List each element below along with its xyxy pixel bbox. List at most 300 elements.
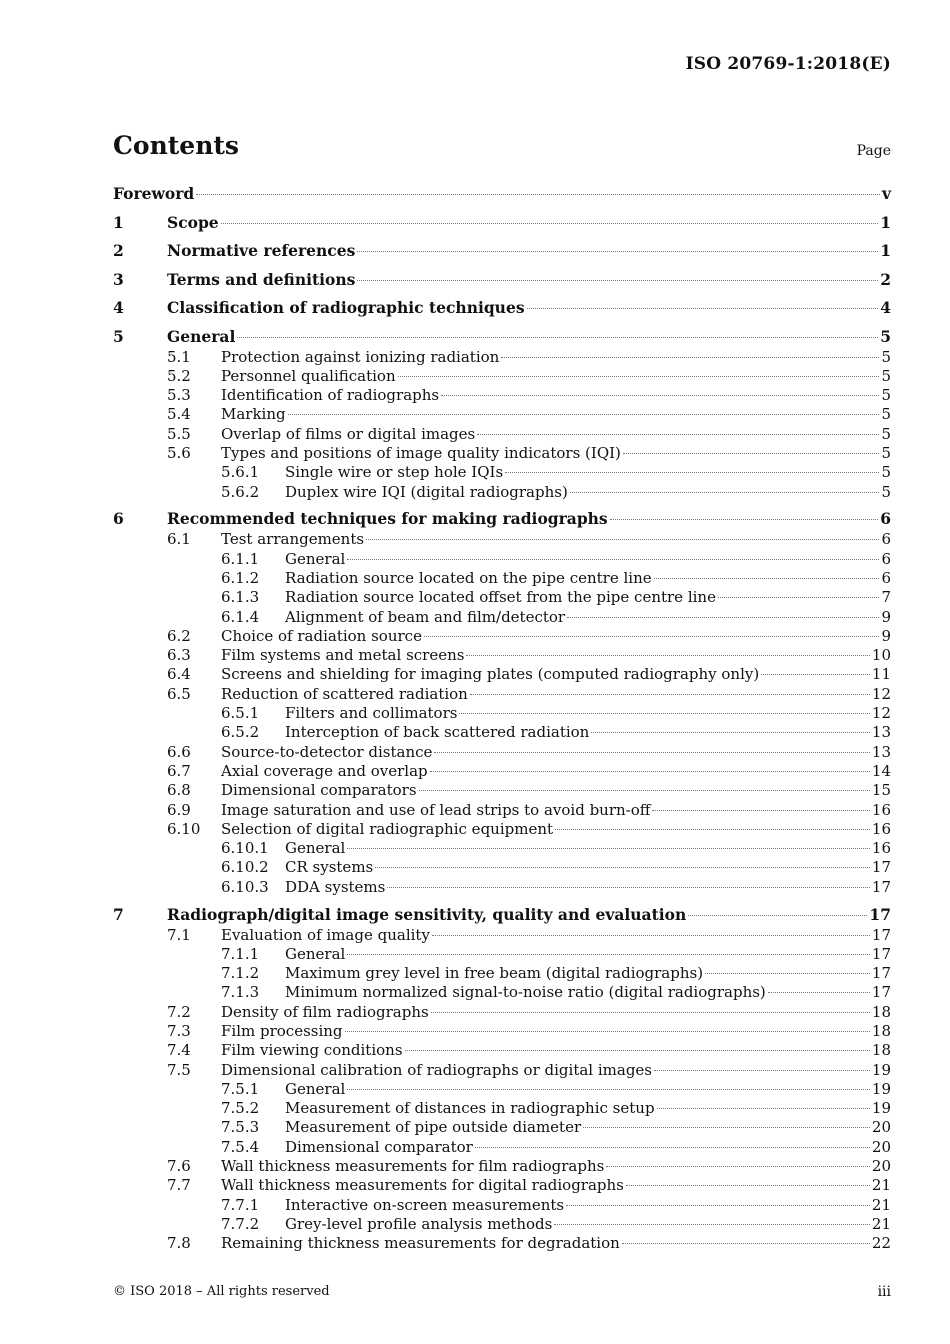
toc-entry-number: 6.7 bbox=[167, 761, 191, 780]
toc-entry-number: 7.7.1 bbox=[221, 1195, 260, 1214]
toc-entry-body bbox=[167, 326, 891, 348]
dot-leader bbox=[347, 559, 879, 560]
toc-entry[interactable] bbox=[113, 983, 891, 1002]
toc-entry-page: 22 bbox=[871, 1234, 891, 1253]
toc-entry-title: Foreword bbox=[113, 184, 195, 203]
toc-entry-page: 7 bbox=[881, 588, 891, 607]
dot-leader bbox=[477, 434, 879, 435]
toc-entry[interactable] bbox=[113, 781, 891, 800]
toc-entry-page: 21 bbox=[871, 1176, 891, 1195]
toc-entry[interactable] bbox=[113, 926, 891, 945]
toc-entry[interactable] bbox=[113, 1138, 891, 1157]
dot-leader bbox=[221, 223, 879, 224]
dot-leader bbox=[419, 790, 870, 791]
dot-leader bbox=[434, 752, 870, 753]
toc-entry-title: Types and positions of image quality indicators (IQI) bbox=[221, 443, 621, 462]
toc-entry-page: v bbox=[881, 184, 891, 203]
toc-entry-title: Test arrangements bbox=[221, 530, 365, 549]
toc-entry-body bbox=[221, 781, 891, 800]
toc-entry-number: 6.5.1 bbox=[221, 704, 260, 723]
toc-entry-page: 15 bbox=[871, 781, 891, 800]
toc-entry-page: 6 bbox=[881, 568, 891, 587]
page-footer bbox=[113, 1284, 891, 1304]
toc-entry-page: 17 bbox=[871, 983, 891, 1002]
toc-entry-body bbox=[221, 367, 891, 386]
toc-entry-body bbox=[221, 425, 891, 444]
toc-entry-page: 6 bbox=[880, 509, 891, 529]
toc-entry-number: 7.7.2 bbox=[221, 1214, 260, 1233]
dot-leader bbox=[566, 1205, 870, 1206]
toc-entry-body bbox=[167, 212, 891, 234]
toc-entry-number: 6.9 bbox=[167, 800, 191, 819]
toc-entry[interactable] bbox=[113, 326, 891, 348]
toc-entry-number: 6.6 bbox=[167, 742, 191, 761]
toc-entry-body bbox=[221, 743, 891, 762]
toc-entry-title: Density of film radiographs bbox=[221, 1002, 429, 1021]
toc-entry-page: 5 bbox=[881, 366, 891, 385]
toc-entry-body bbox=[167, 904, 891, 926]
dot-leader bbox=[475, 1147, 870, 1148]
toc-entry-page: 9 bbox=[881, 626, 891, 645]
toc-entry-page: 17 bbox=[871, 925, 891, 944]
toc-entry[interactable] bbox=[113, 904, 891, 926]
toc-entry-page: 17 bbox=[871, 877, 891, 896]
toc-entry-number: 7.7 bbox=[167, 1176, 191, 1195]
toc-entry[interactable] bbox=[113, 1196, 891, 1215]
toc-entry-body bbox=[285, 1099, 891, 1118]
toc-entry[interactable] bbox=[113, 530, 891, 549]
toc-entry-body bbox=[167, 269, 891, 291]
toc-entry-page: 20 bbox=[871, 1157, 891, 1176]
toc-entry-body bbox=[285, 483, 891, 502]
toc-entry-number: 7.5 bbox=[167, 1060, 191, 1079]
toc-entry-number: 5.5 bbox=[167, 424, 191, 443]
toc-entry-body bbox=[285, 858, 891, 877]
toc-entry-page: 19 bbox=[871, 1079, 891, 1098]
toc-entry-page: 20 bbox=[871, 1118, 891, 1137]
toc-entry[interactable] bbox=[113, 425, 891, 444]
toc-entry-title: Radiation source located on the pipe centre line bbox=[285, 568, 652, 587]
toc-entry-number: 6.1.3 bbox=[221, 588, 260, 607]
toc-entry-title: Overlap of films or digital images bbox=[221, 424, 476, 443]
toc-entry-number: 5.6.1 bbox=[221, 463, 260, 482]
toc-entry-number: 5 bbox=[113, 326, 124, 346]
toc-entry-body bbox=[285, 964, 891, 983]
toc-entry-page: 17 bbox=[871, 964, 891, 983]
toc-entry[interactable] bbox=[113, 1003, 891, 1022]
toc-entry-page: 16 bbox=[871, 800, 891, 819]
toc-entry-page: 19 bbox=[871, 1099, 891, 1118]
document-id: ISO 20769-1:2018(E) bbox=[685, 54, 891, 74]
toc-entry-number: 7 bbox=[113, 904, 124, 924]
toc-entry-body bbox=[285, 878, 891, 897]
dot-leader bbox=[567, 617, 879, 618]
toc-entry-number: 5.6 bbox=[167, 443, 191, 462]
toc-entry[interactable] bbox=[113, 704, 891, 723]
toc-entry[interactable] bbox=[113, 483, 891, 502]
toc-entry-body bbox=[221, 820, 891, 839]
toc-entry[interactable] bbox=[113, 183, 891, 205]
toc-entry[interactable] bbox=[113, 1176, 891, 1195]
toc-entry-body bbox=[285, 550, 891, 569]
toc-entry[interactable] bbox=[113, 945, 891, 964]
toc-entry-body bbox=[221, 1061, 891, 1080]
toc-entry-page: 12 bbox=[871, 684, 891, 703]
toc-entry-title: Interception of back scattered radiation bbox=[285, 723, 590, 742]
toc-entry-page: 5 bbox=[881, 386, 891, 405]
dot-leader bbox=[610, 519, 879, 520]
toc-entry[interactable] bbox=[113, 1234, 891, 1253]
dot-leader bbox=[527, 308, 879, 309]
toc-entry-body bbox=[285, 704, 891, 723]
toc-entry-number: 6.2 bbox=[167, 626, 191, 645]
toc-entry-title: General bbox=[285, 1079, 346, 1098]
toc-entry-body bbox=[113, 183, 891, 205]
toc-entry-number: 5.6.2 bbox=[221, 482, 260, 501]
toc-entry-page: 5 bbox=[881, 482, 891, 501]
toc-entry-title: Choice of radiation source bbox=[221, 626, 422, 645]
toc-entry-title: Film viewing conditions bbox=[221, 1041, 403, 1060]
toc-entry[interactable] bbox=[113, 627, 891, 646]
toc-entry-page: 5 bbox=[881, 405, 891, 424]
toc-entry-body bbox=[285, 608, 891, 627]
dot-leader bbox=[652, 810, 869, 811]
toc-entry-page: 18 bbox=[871, 1002, 891, 1021]
toc-entry-body bbox=[167, 508, 891, 530]
toc-entry-title: Radiograph/digital image sensitivity, quality and evaluation bbox=[167, 904, 687, 924]
toc-entry-page: 14 bbox=[871, 761, 891, 780]
dot-leader bbox=[424, 636, 880, 637]
toc-entry[interactable] bbox=[113, 1157, 891, 1176]
toc-entry[interactable] bbox=[113, 405, 891, 424]
dot-leader bbox=[466, 655, 869, 656]
dot-leader bbox=[398, 376, 880, 377]
dot-leader bbox=[718, 597, 879, 598]
toc-entry-page: 17 bbox=[871, 858, 891, 877]
toc-entry-number: 6 bbox=[113, 509, 124, 529]
toc-entry-page: 5 bbox=[881, 347, 891, 366]
toc-entry-title: General bbox=[167, 326, 236, 346]
toc-entry-page: 5 bbox=[881, 424, 891, 443]
toc-entry-page: 1 bbox=[880, 212, 891, 232]
dot-leader bbox=[347, 1089, 870, 1090]
toc-entry-title: Classification of radiographic techniques bbox=[167, 298, 525, 317]
toc-entry-number: 6.5 bbox=[167, 684, 191, 703]
toc-entry-body bbox=[221, 1176, 891, 1195]
toc-entry-title: Maximum grey level in free beam (digital radiographs) bbox=[285, 964, 704, 983]
toc-entry-page: 1 bbox=[880, 241, 891, 260]
toc-entry-title: CR systems bbox=[285, 858, 374, 877]
toc-entry-body bbox=[167, 240, 891, 262]
dot-leader bbox=[347, 848, 870, 849]
toc-entry-number: 6.8 bbox=[167, 781, 191, 800]
toc-entry-number: 6.4 bbox=[167, 665, 191, 684]
toc-entry-number: 2 bbox=[113, 241, 124, 260]
toc-entry-page: 19 bbox=[871, 1060, 891, 1079]
toc-entry-page: 10 bbox=[871, 646, 891, 665]
toc-entry[interactable] bbox=[113, 1041, 891, 1060]
toc-entry-title: Image saturation and use of lead strips to avoid burn-off bbox=[221, 800, 651, 819]
toc-entry-body bbox=[285, 839, 891, 858]
toc-entry-number: 7.1.3 bbox=[221, 983, 260, 1002]
dot-leader bbox=[357, 280, 878, 281]
toc-entry-title: Scope bbox=[167, 212, 219, 232]
toc-entry-body bbox=[285, 1080, 891, 1099]
dot-leader bbox=[345, 1031, 870, 1032]
toc-entry-number: 5.3 bbox=[167, 386, 191, 405]
toc-entry-number: 5.4 bbox=[167, 405, 191, 424]
toc-entry-number: 7.1 bbox=[167, 925, 191, 944]
toc-entry-page: 16 bbox=[871, 839, 891, 858]
footer-page-number: iii bbox=[877, 1284, 891, 1300]
toc-entry-page: 18 bbox=[871, 1022, 891, 1040]
toc-entry-number: 6.1.2 bbox=[221, 568, 260, 587]
toc-entry[interactable] bbox=[113, 240, 891, 262]
toc-entry[interactable] bbox=[113, 801, 891, 820]
toc-entry-number: 3 bbox=[113, 269, 124, 289]
toc-entry-page: 9 bbox=[881, 607, 891, 626]
toc-entry-title: General bbox=[285, 944, 346, 963]
toc-entry[interactable] bbox=[113, 858, 891, 877]
toc-entry-body bbox=[285, 983, 891, 1002]
toc-entry-body bbox=[285, 945, 891, 964]
toc-entry-title: Normative references bbox=[167, 241, 356, 260]
toc-entry[interactable] bbox=[113, 964, 891, 983]
toc-entry-title: Axial coverage and overlap bbox=[221, 761, 428, 780]
toc-entry[interactable] bbox=[113, 723, 891, 742]
toc-entry-page: 21 bbox=[871, 1214, 891, 1233]
toc-entry-body bbox=[221, 1003, 891, 1022]
toc-entry-number: 6.10.2 bbox=[221, 858, 269, 877]
toc-entry-page: 17 bbox=[871, 944, 891, 963]
dot-leader bbox=[501, 357, 879, 358]
toc-entry[interactable] bbox=[113, 762, 891, 781]
toc-entry-page: 16 bbox=[871, 819, 891, 838]
copyright-notice: © ISO 2018 – All rights reserved bbox=[113, 1284, 330, 1299]
toc-entry[interactable] bbox=[113, 1215, 891, 1234]
toc-entry[interactable] bbox=[113, 269, 891, 291]
toc-entry-title: Reduction of scattered radiation bbox=[221, 684, 468, 703]
toc-entry-title: Wall thickness measurements for digital radiographs bbox=[221, 1176, 624, 1195]
toc-entry-number: 7.1.2 bbox=[221, 964, 260, 983]
toc-entry-number: 6.3 bbox=[167, 646, 191, 665]
toc-entry-page: 13 bbox=[871, 742, 891, 761]
toc-entry[interactable] bbox=[113, 685, 891, 704]
toc-entry-number: 5.2 bbox=[167, 366, 191, 385]
toc-entry-title: Selection of digital radiographic equipment bbox=[221, 819, 554, 838]
page-title: Contents bbox=[113, 131, 240, 160]
toc-entry[interactable] bbox=[113, 878, 891, 897]
toc-entry-title: Source-to-detector distance bbox=[221, 742, 433, 761]
toc-entry[interactable] bbox=[113, 646, 891, 665]
toc-entry-title: General bbox=[285, 549, 346, 568]
toc-entry[interactable] bbox=[113, 1080, 891, 1099]
toc-entry-title: Evaluation of image quality bbox=[221, 925, 430, 944]
dot-leader bbox=[470, 694, 870, 695]
toc-entry-body bbox=[221, 762, 891, 781]
toc-entry[interactable] bbox=[113, 839, 891, 858]
dot-leader bbox=[623, 453, 880, 454]
dot-leader bbox=[654, 1070, 870, 1071]
dot-leader bbox=[196, 194, 880, 195]
toc-entry-body bbox=[221, 627, 891, 646]
toc-entry-body bbox=[285, 588, 891, 607]
toc-entry[interactable] bbox=[113, 508, 891, 530]
toc-entry[interactable] bbox=[113, 367, 891, 386]
toc-entry-title: Wall thickness measurements for film radiographs bbox=[221, 1157, 605, 1176]
toc-entry-title: Personnel qualification bbox=[221, 366, 396, 385]
toc-entry-page: 20 bbox=[871, 1137, 891, 1156]
toc-entry-body bbox=[221, 444, 891, 463]
toc-entry[interactable] bbox=[113, 588, 891, 607]
toc-entry[interactable] bbox=[113, 212, 891, 234]
toc-entry-body bbox=[221, 530, 891, 549]
dot-leader bbox=[441, 395, 879, 396]
toc-entry-title: Dimensional comparators bbox=[221, 781, 417, 800]
toc-entry-title: Screens and shielding for imaging plates (computed radiography only) bbox=[221, 665, 760, 684]
toc-entry[interactable] bbox=[113, 386, 891, 405]
toc-entry-number: 6.5.2 bbox=[221, 723, 260, 742]
toc-entry-body bbox=[221, 1157, 891, 1176]
toc-entry-body bbox=[221, 1234, 891, 1253]
toc-entry-body bbox=[285, 723, 891, 742]
dot-leader bbox=[555, 829, 870, 830]
dot-leader bbox=[430, 771, 870, 772]
toc-entry-title: Marking bbox=[221, 405, 286, 424]
toc-entry[interactable] bbox=[113, 608, 891, 627]
toc-entry-body bbox=[221, 1022, 891, 1041]
toc-entry-body bbox=[221, 685, 891, 704]
toc-entry-page: 5 bbox=[881, 463, 891, 482]
toc-entry-number: 7.1.1 bbox=[221, 944, 260, 963]
toc-entry-title: DDA systems bbox=[285, 877, 386, 896]
toc-entry-number: 6.10.3 bbox=[221, 877, 269, 896]
toc-entry[interactable] bbox=[113, 820, 891, 839]
dot-leader bbox=[591, 732, 870, 733]
dot-leader bbox=[554, 1224, 870, 1225]
toc-entry-number: 6.10 bbox=[167, 819, 201, 838]
toc-entry-title: Terms and definitions bbox=[167, 269, 356, 289]
toc-entry-number: 6.1.1 bbox=[221, 549, 260, 568]
dot-leader bbox=[405, 1050, 870, 1051]
toc-entry-page: 17 bbox=[869, 904, 891, 924]
toc-entry-title: Dimensional calibration of radiographs or digital images bbox=[221, 1060, 653, 1079]
toc-entry-body bbox=[221, 665, 891, 684]
toc-entry-body bbox=[221, 348, 891, 367]
toc-entry-page: 5 bbox=[880, 326, 891, 346]
toc-entry-number: 7.5.3 bbox=[221, 1118, 260, 1137]
toc-entry-title: Duplex wire IQI (digital radiographs) bbox=[285, 482, 568, 501]
toc-entry-title: Interactive on-screen measurements bbox=[285, 1195, 565, 1214]
toc-entry-title: Film processing bbox=[221, 1022, 343, 1040]
toc-entry-page: 18 bbox=[871, 1041, 891, 1060]
toc-entry-number: 7.4 bbox=[167, 1041, 191, 1060]
toc-entry-page: 4 bbox=[880, 298, 891, 317]
toc-entry[interactable] bbox=[113, 550, 891, 569]
dot-leader bbox=[347, 954, 870, 955]
toc-entry-body bbox=[221, 405, 891, 424]
toc-entry-body bbox=[285, 463, 891, 482]
toc-entry-body bbox=[221, 801, 891, 820]
dot-leader bbox=[505, 472, 879, 473]
toc-entry-body bbox=[285, 569, 891, 588]
dot-leader bbox=[768, 992, 870, 993]
toc-entry-title: Identification of radiographs bbox=[221, 386, 440, 405]
toc-entry[interactable] bbox=[113, 463, 891, 482]
toc-entry-number: 1 bbox=[113, 212, 124, 232]
dot-leader bbox=[570, 492, 880, 493]
toc-entry-title: Measurement of pipe outside diameter bbox=[285, 1118, 582, 1137]
toc-entry-page: 21 bbox=[871, 1195, 891, 1214]
dot-leader bbox=[431, 1012, 870, 1013]
toc-entry-body bbox=[285, 1215, 891, 1234]
dot-leader bbox=[432, 935, 870, 936]
toc-entry-title: Dimensional comparator bbox=[285, 1137, 473, 1156]
dot-leader bbox=[626, 1185, 870, 1186]
contents-title-row bbox=[113, 131, 891, 165]
toc-entry[interactable] bbox=[113, 569, 891, 588]
toc-entry[interactable] bbox=[113, 297, 891, 319]
toc-entry-body bbox=[285, 1138, 891, 1157]
toc-entry-title: General bbox=[285, 839, 346, 858]
toc-entry-page: 13 bbox=[871, 723, 891, 742]
toc-entry[interactable] bbox=[113, 1099, 891, 1118]
toc-entry-number: 7.8 bbox=[167, 1234, 191, 1253]
toc-entry[interactable] bbox=[113, 444, 891, 463]
toc-entry-number: 7.5.2 bbox=[221, 1099, 260, 1118]
toc-entry-page: 5 bbox=[881, 443, 891, 462]
toc-entry-title: Radiation source located offset from the pipe centre line bbox=[285, 588, 716, 607]
dot-leader bbox=[688, 915, 867, 916]
dot-leader bbox=[459, 713, 869, 714]
toc-entry-number: 7.2 bbox=[167, 1002, 191, 1021]
dot-leader bbox=[761, 674, 870, 675]
toc-entry-body bbox=[221, 1041, 891, 1060]
toc-entry-title: Remaining thickness measurements for degradation bbox=[221, 1234, 620, 1253]
dot-leader bbox=[387, 887, 870, 888]
toc-entry[interactable] bbox=[113, 348, 891, 367]
page-column-label: Page bbox=[856, 143, 891, 159]
dot-leader bbox=[705, 973, 870, 974]
dot-leader bbox=[654, 578, 880, 579]
table-of-contents bbox=[113, 183, 891, 1254]
toc-entry-body bbox=[221, 386, 891, 405]
toc-entry-title: Measurement of distances in radiographic setup bbox=[285, 1099, 655, 1118]
toc-entry-body bbox=[285, 1196, 891, 1215]
toc-entry-page: 11 bbox=[871, 665, 891, 684]
toc-entry[interactable] bbox=[113, 1022, 891, 1041]
toc-entry-title: Single wire or step hole IQIs bbox=[285, 463, 504, 482]
toc-entry[interactable] bbox=[113, 665, 891, 684]
dot-leader bbox=[583, 1127, 870, 1128]
toc-entry[interactable] bbox=[113, 1118, 891, 1137]
dot-leader bbox=[237, 337, 878, 338]
toc-entry-page: 2 bbox=[880, 269, 891, 289]
toc-entry-page: 12 bbox=[871, 704, 891, 723]
toc-entry-number: 7.5.4 bbox=[221, 1137, 260, 1156]
toc-entry-title: Minimum normalized signal-to-noise ratio (digital radiographs) bbox=[285, 983, 766, 1002]
toc-entry-number: 6.1 bbox=[167, 530, 191, 549]
dot-leader bbox=[288, 414, 880, 415]
toc-entry-body bbox=[221, 926, 891, 945]
dot-leader bbox=[622, 1243, 870, 1244]
toc-entry-number: 7.5.1 bbox=[221, 1079, 260, 1098]
dot-leader bbox=[606, 1166, 870, 1167]
toc-entry-page: 6 bbox=[881, 530, 891, 549]
toc-entry[interactable] bbox=[113, 1061, 891, 1080]
dot-leader bbox=[657, 1108, 870, 1109]
toc-entry[interactable] bbox=[113, 743, 891, 762]
